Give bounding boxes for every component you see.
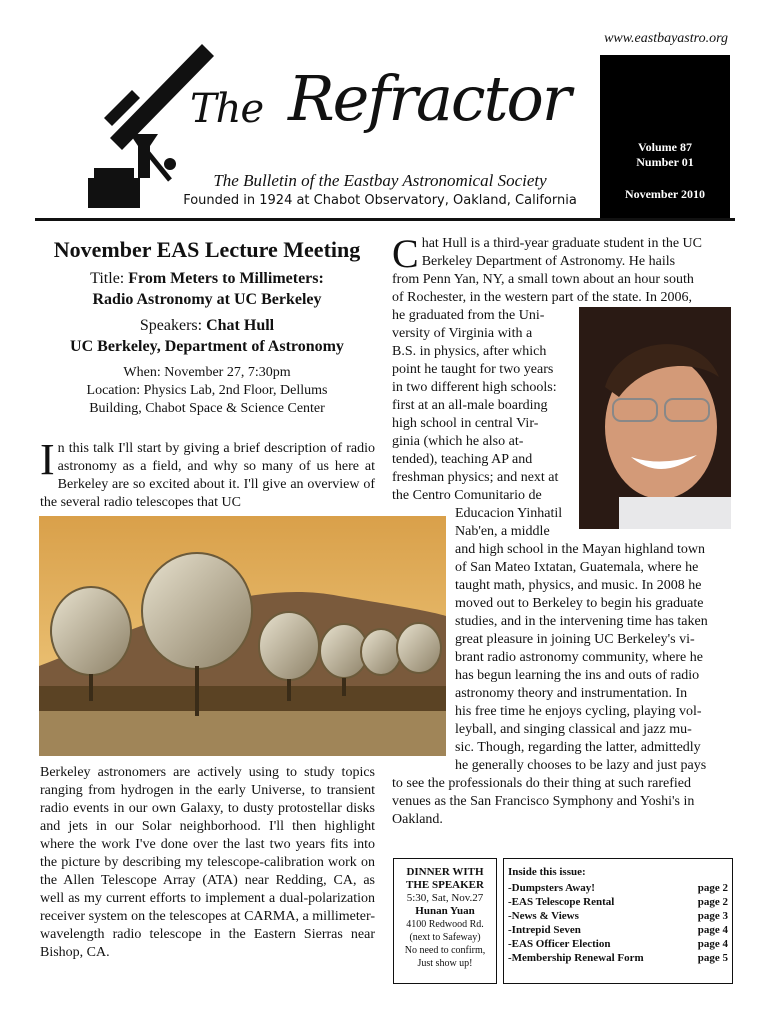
bio-line: Nab'en, a middle bbox=[455, 524, 550, 539]
bio-line: high school in central Vir- bbox=[392, 416, 539, 431]
dinner-box bbox=[393, 858, 497, 984]
toc-item[interactable] bbox=[504, 937, 732, 951]
lecture-intro bbox=[40, 435, 375, 512]
intro-text: n this talk I'll start by giving a brief description of radio astronomy as a field, and why so many of us here at Berkeley are so excited about it. I'll give an overview of the several radio telescopes that UC bbox=[40, 441, 375, 510]
issue-date: November 2010 bbox=[624, 187, 706, 201]
talk-title-line2: Radio Astronomy at UC Berkeley bbox=[92, 291, 322, 308]
toc-item[interactable] bbox=[504, 951, 732, 965]
bio-line: of Rochester, in the western part of the state. In 2006, bbox=[392, 290, 692, 305]
masthead-the: The bbox=[190, 86, 264, 132]
bio-line: ginia (which he also at- bbox=[392, 434, 524, 449]
toc-page: page 5 bbox=[697, 952, 728, 964]
header-divider bbox=[35, 218, 735, 221]
website-url: www.eastbayastro.org bbox=[604, 31, 728, 46]
dinner-note: (next to Safeway) bbox=[409, 932, 481, 943]
lecture-heading: November EAS Lecture Meeting bbox=[53, 237, 361, 262]
bio-closing bbox=[392, 775, 732, 829]
bio-line: to see the professionals do their thing at such rarefied bbox=[392, 776, 691, 791]
bio-line: great pleasure in joining UC Berkeley's vi- bbox=[455, 632, 695, 647]
inside-heading: Inside this issue: bbox=[508, 866, 586, 878]
event-location-1: Location: Physics Lab, 2nd Floor, Dellums bbox=[86, 383, 328, 398]
toc-page: page 3 bbox=[697, 910, 728, 922]
bio-line: he generally chooses to be lazy and just pays bbox=[455, 758, 707, 773]
bio-line: and high school in the Mayan highland town bbox=[455, 542, 706, 557]
bio-line: from Penn Yan, NY, a small town about an hour south bbox=[392, 272, 694, 287]
talk-title-prefix: Title: bbox=[90, 270, 125, 287]
dinner-address: 4100 Redwood Rd. bbox=[406, 919, 484, 930]
toc-page: page 2 bbox=[697, 882, 728, 894]
bio-line: the Centro Comunitario de bbox=[392, 488, 542, 503]
dinner-confirm: No need to confirm, bbox=[404, 945, 486, 956]
dinner-line: DINNER WITH bbox=[406, 866, 484, 878]
bio-line: Educacion Yinhatil bbox=[455, 506, 563, 521]
bio-line: versity of Virginia with a bbox=[392, 326, 533, 341]
speakers-prefix: Speakers: bbox=[139, 317, 203, 334]
bio-line: freshman physics; and next at bbox=[392, 470, 559, 485]
masthead-title: Refractor bbox=[288, 62, 570, 135]
toc-label: -Membership Renewal Form bbox=[508, 952, 644, 964]
toc-page: page 2 bbox=[697, 896, 728, 908]
bio-line: Oakland. bbox=[392, 812, 443, 827]
speaker-name: Chat Hull bbox=[206, 317, 275, 334]
bio-line: studies, and in the intervening time has taken bbox=[455, 614, 708, 629]
bio-line: brant radio astronomy community, where he bbox=[455, 650, 703, 665]
dinner-showup: Just show up! bbox=[417, 958, 473, 969]
bio-line: B.S. in physics, after which bbox=[392, 344, 547, 359]
event-location-2: Building, Chabot Space & Science Center bbox=[89, 401, 325, 416]
bio-line: taught math, physics, and music. In 2008 he bbox=[455, 578, 702, 593]
bio-dropcap: C bbox=[392, 231, 419, 276]
bio-line: hat Hull is a third-year graduate student in the UC bbox=[421, 236, 703, 251]
bio-line: moved out to Berkeley to begin his graduate bbox=[455, 596, 704, 611]
toc-label: -Intrepid Seven bbox=[508, 924, 581, 936]
bio-line: Berkeley Department of Astronomy. He hails bbox=[421, 254, 676, 269]
bio-line: tended), teaching AP and bbox=[392, 452, 533, 467]
bio-line: venues as the San Francisco Symphony and Yoshi's in bbox=[392, 794, 695, 809]
bio-line: in two different high schools: bbox=[392, 380, 557, 395]
bio-line: sic. Though, regarding the latter, admittedly bbox=[455, 740, 701, 755]
inside-issue-box bbox=[503, 858, 733, 984]
toc-page: page 4 bbox=[697, 924, 728, 936]
bio-line: leyball, and singing classical and jazz mu- bbox=[455, 722, 692, 737]
event-details bbox=[42, 364, 372, 418]
speaker-affiliation: UC Berkeley, Department of Astronomy bbox=[70, 338, 344, 355]
bio-line: his free time he enjoys cycling, playing vol- bbox=[455, 704, 702, 719]
lecture-continued: Berkeley astronomers are actively using to study topics ranging from hydrogen in the early Universe, to transient radio events in our own Galaxy, to dusty protostellar disks and jets in our Solar neighborhood. I'll then highlight where the work I've done over the last two years fits into the picture by describing my telescope-calibration work on the Allen Telescope Array (ATA) near Redding, CA, as well as my current efforts to implement a dual-polarization receiver system on the telescopes at CARMA, a millimeter-wavelength radio telescope in the Eastern Sierras near Bishop, CA. bbox=[40, 765, 375, 960]
toc-item[interactable] bbox=[504, 923, 732, 937]
toc-item[interactable] bbox=[504, 881, 732, 895]
bio-line: point he taught for two years bbox=[392, 362, 554, 377]
toc-label: -EAS Officer Election bbox=[508, 938, 611, 950]
dinner-line: THE SPEAKER bbox=[406, 879, 484, 891]
masthead-founded: Founded in 1924 at Chabot Observatory, Oakland, California bbox=[183, 193, 577, 208]
issue-info-box bbox=[600, 55, 730, 218]
toc-item[interactable] bbox=[504, 909, 732, 923]
toc-label: -Dumpsters Away! bbox=[508, 882, 595, 894]
issue-number: Number 01 bbox=[636, 155, 694, 169]
volume: Volume 87 bbox=[638, 140, 692, 154]
toc-label: -EAS Telescope Rental bbox=[508, 896, 615, 908]
dinner-time: 5:30, Sat, Nov.27 bbox=[406, 892, 484, 904]
event-when: When: November 27, 7:30pm bbox=[123, 365, 291, 380]
masthead-subtitle: The Bulletin of the Eastbay Astronomical Society bbox=[213, 171, 547, 190]
bio-line: has begun learning the ins and outs of radio bbox=[455, 668, 700, 683]
speaker-photo bbox=[579, 307, 731, 529]
bio-line: he graduated from the Uni- bbox=[392, 308, 545, 323]
toc-page: page 4 bbox=[697, 938, 728, 950]
bio-line: of San Mateo Ixtatan, Guatemala, where he bbox=[455, 560, 699, 575]
dinner-venue: Hunan Yuan bbox=[415, 905, 475, 917]
bio-opening bbox=[392, 231, 732, 307]
talk-title-line1: From Meters to Millimeters: bbox=[128, 270, 324, 287]
bio-indent bbox=[455, 505, 732, 775]
toc-item[interactable] bbox=[504, 895, 732, 909]
talk-title bbox=[42, 268, 372, 310]
radio-telescope-photo bbox=[39, 516, 446, 756]
toc-label: -News & Views bbox=[508, 910, 579, 922]
intro-dropcap: I bbox=[40, 435, 55, 484]
bio-line: first at an all-male boarding bbox=[392, 398, 548, 413]
speakers-block bbox=[42, 315, 372, 357]
bio-line: astronomy theory and instrumentation. In bbox=[455, 686, 688, 701]
bio-narrow bbox=[392, 307, 574, 505]
